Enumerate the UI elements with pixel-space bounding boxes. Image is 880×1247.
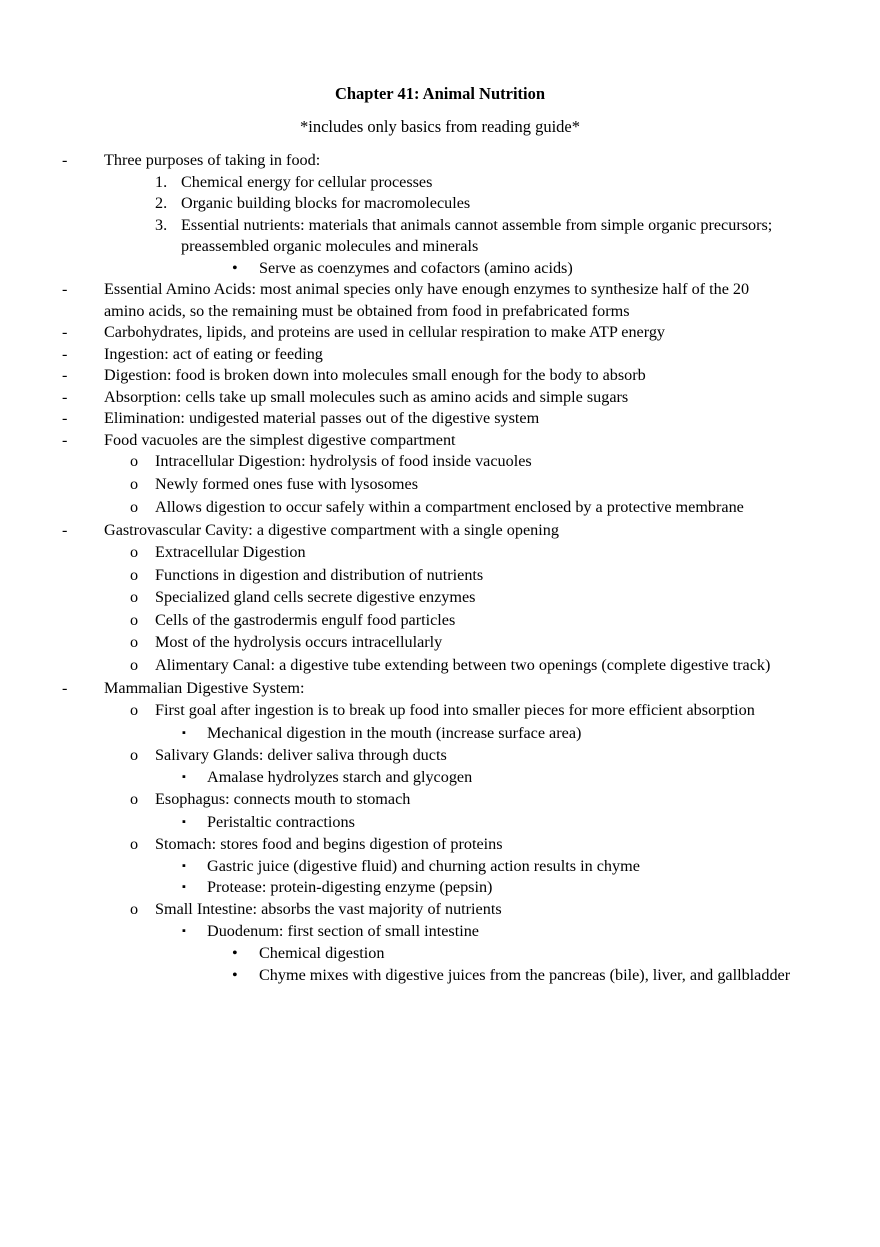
number-marker: 1. (155, 172, 168, 191)
circle-marker: o (130, 543, 139, 561)
list-item-text: Stomach: stores food and begins digestion of proteins (155, 834, 503, 853)
number-marker: 3. (155, 215, 168, 234)
dash-marker: - (62, 521, 68, 539)
circle-marker: o (130, 498, 139, 516)
circle-marker: o (130, 633, 139, 651)
dash-marker: - (62, 409, 68, 427)
list-item-text: Three purposes of taking in food: (104, 151, 321, 169)
circle-marker: o (130, 701, 139, 719)
list-item-text: Amalase hydrolyzes starch and glycogen (207, 768, 473, 786)
list-item-text: Alimentary Canal: a digestive tube extending between two openings (complete digestive track) (155, 656, 771, 674)
list-item-text: Digestion: food is broken down into molecules small enough for the body to absorb (104, 366, 646, 384)
list-item-text: Mechanical digestion in the mouth (increase surface area) (207, 724, 582, 742)
square-marker: ▪ (182, 727, 186, 739)
circle-marker: o (130, 565, 139, 584)
dash-marker: - (62, 430, 68, 449)
list-item-text: Gastric juice (digestive fluid) and churning action results in chyme (207, 856, 640, 875)
number-marker: 2. (155, 194, 168, 212)
square-marker: ▪ (182, 771, 186, 783)
list-item-text: Salivary Glands: deliver saliva through ducts (155, 745, 447, 764)
list-item-text: preassembled organic molecules and minerals (181, 237, 479, 255)
dash-marker: - (62, 323, 68, 341)
list-item-text: Intracellular Digestion: hydrolysis of food inside vacuoles (155, 452, 532, 470)
circle-marker: o (130, 588, 139, 606)
circle-marker: o (130, 475, 139, 493)
square-marker: ▪ (182, 816, 186, 828)
list-item-text: Mammalian Digestive System: (104, 679, 305, 697)
square-marker: ▪ (182, 881, 186, 893)
dash-marker: - (62, 387, 68, 406)
list-item-text: Absorption: cells take up small molecules such as amino acids and simple sugars (104, 387, 629, 406)
list-item-text: Duodenum: first section of small intestine (207, 922, 479, 940)
bullet-marker: • (232, 258, 238, 277)
list-item-text: Chemical digestion (259, 943, 385, 962)
list-item-text: Carbohydrates, lipids, and proteins are used in cellular respiration to make ATP energy (104, 323, 666, 341)
circle-marker: o (130, 610, 139, 629)
list-item-text: amino acids, so the remaining must be obtained from food in prefabricated forms (104, 301, 630, 320)
square-marker: ▪ (182, 859, 186, 872)
bullet-marker: • (232, 965, 238, 984)
dash-marker: - (62, 280, 68, 298)
list-item-text: Organic building blocks for macromolecules (181, 194, 471, 212)
list-item-text: Functions in digestion and distribution of nutrients (155, 565, 484, 584)
list-item-text: Ingestion: act of eating or feeding (104, 344, 323, 363)
list-item-text: Elimination: undigested material passes out of the digestive system (104, 409, 540, 427)
list-item-text: Most of the hydrolysis occurs intracellularly (155, 633, 443, 651)
square-marker: ▪ (182, 925, 186, 937)
list-item-text: Specialized gland cells secrete digestive enzymes (155, 588, 476, 606)
list-item-text: Food vacuoles are the simplest digestive compartment (104, 430, 456, 449)
list-item-text: Esophagus: connects mouth to stomach (155, 790, 411, 808)
list-item-text: Essential Amino Acids: most animal species only have enough enzymes to synthesize half of the 20 (104, 280, 750, 298)
page-title: Chapter 41: Animal Nutrition (334, 84, 546, 103)
list-item-text: Newly formed ones fuse with lysosomes (155, 475, 419, 493)
list-item-text: Allows digestion to occur safely within a compartment enclosed by a protective membrane (155, 498, 744, 516)
circle-marker: o (130, 745, 139, 764)
list-item-text: Essential nutrients: materials that animals cannot assemble from simple organic precursors; (181, 215, 773, 234)
dash-marker: - (62, 679, 68, 697)
page-subtitle: *includes only basics from reading guide* (300, 117, 580, 136)
list-item-text: Extracellular Digestion (155, 543, 306, 561)
circle-marker: o (130, 899, 139, 918)
list-item-text: Peristaltic contractions (207, 813, 355, 831)
circle-marker: o (130, 656, 139, 674)
dash-marker: - (62, 344, 68, 363)
list-item-text: Cells of the gastrodermis engulf food particles (155, 610, 456, 629)
circle-marker: o (130, 452, 139, 470)
list-item-text: Chyme mixes with digestive juices from the pancreas (bile), liver, and gallbladder (259, 965, 791, 984)
list-item-text: Small Intestine: absorbs the vast majority of nutrients (155, 899, 502, 918)
list-item-text: Protease: protein-digesting enzyme (pepsin) (207, 878, 493, 896)
circle-marker: o (130, 790, 139, 808)
bullet-marker: • (232, 943, 238, 962)
list-item-text: Gastrovascular Cavity: a digestive compartment with a single opening (104, 521, 559, 539)
list-item-text: Chemical energy for cellular processes (181, 172, 433, 191)
dash-marker: - (62, 151, 68, 169)
list-item-text: Serve as coenzymes and cofactors (amino acids) (259, 258, 573, 277)
dash-marker: - (62, 366, 68, 384)
list-item-text: First goal after ingestion is to break up food into smaller pieces for more efficient absorption (155, 701, 755, 719)
circle-marker: o (130, 834, 139, 853)
